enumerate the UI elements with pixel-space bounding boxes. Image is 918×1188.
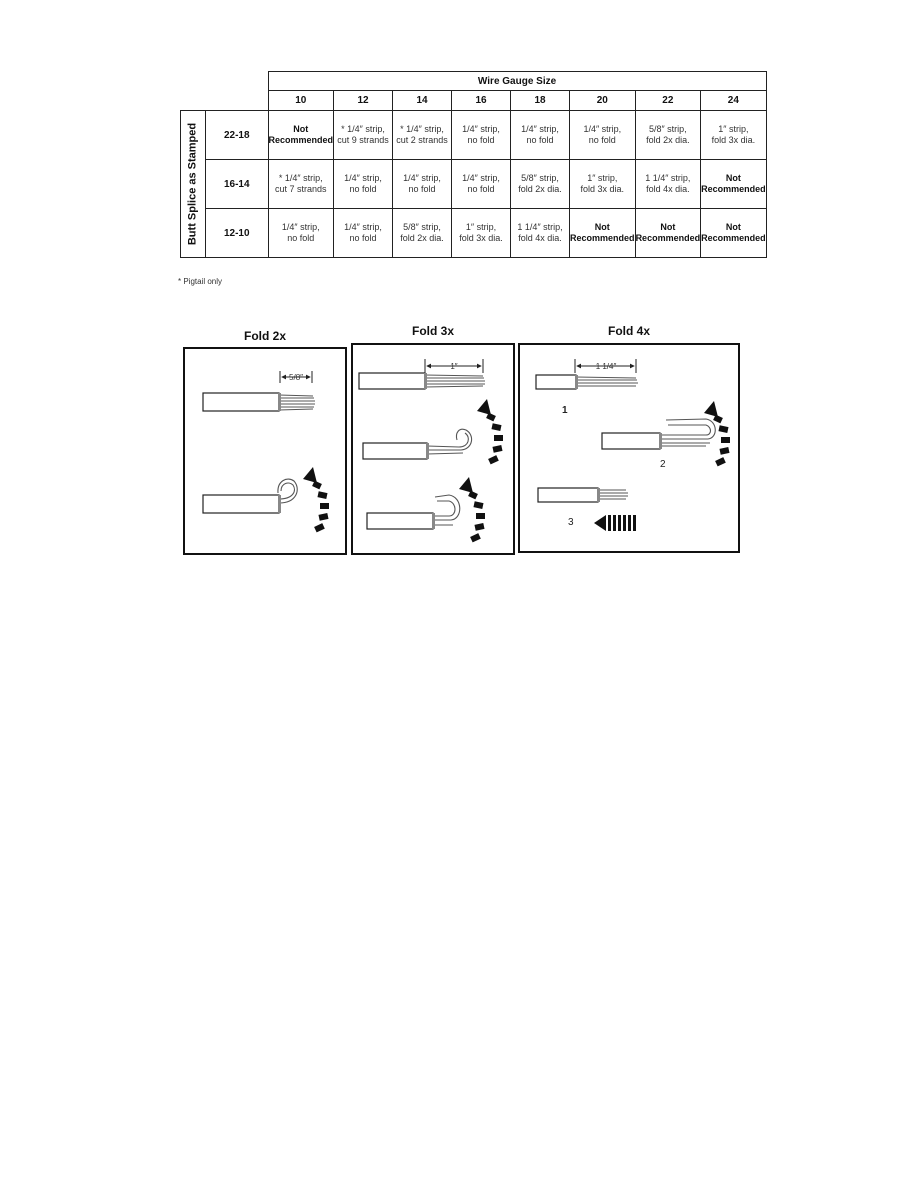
table-cell: 1/4″ strip, no fold (452, 160, 511, 209)
row-header: 22-18 (206, 111, 269, 160)
table-cell: * 1/4″ strip, cut 9 strands (334, 111, 393, 160)
table-cell: Not Recommended (635, 209, 701, 258)
table-cell: 1/4″ strip, no fold (570, 111, 636, 160)
gauge-column-header: 22 (635, 91, 701, 111)
gauge-column-header: 10 (268, 91, 334, 111)
fold-direction-arrow-icon (477, 399, 503, 464)
table-cell: 1 1/4″ strip, fold 4x dia. (635, 160, 701, 209)
fold-direction-arrow-icon (303, 467, 329, 532)
table-title: Wire Gauge Size (268, 72, 766, 91)
fold-4x-illustration (520, 345, 738, 551)
table-cell: 5/8″ strip, fold 2x dia. (393, 209, 452, 258)
footnote: * Pigtail only (178, 277, 223, 286)
table-cell: 1″ strip, fold 3x dia. (452, 209, 511, 258)
row-axis-header (181, 111, 206, 258)
row-header: 12-10 (206, 209, 269, 258)
fold-2x-illustration (185, 349, 345, 553)
table-cell: 5/8″ strip, fold 2x dia. (511, 160, 570, 209)
table-row (181, 111, 767, 160)
fold-4x-title: Fold 4x (607, 324, 650, 338)
table-cell: Not Recommended (701, 209, 767, 258)
push-direction-arrow-icon (594, 515, 636, 531)
step-number: 2 (660, 459, 666, 470)
fold-2x-dimension-label: 5/8″ (289, 373, 303, 382)
table-row (181, 209, 767, 258)
table-cell: 1/4″ strip, no fold (334, 209, 393, 258)
table-cell: 1/4″ strip, no fold (393, 160, 452, 209)
table-cell: 5/8″ strip, fold 2x dia. (635, 111, 701, 160)
step-number: 3 (568, 517, 574, 528)
step-number: 1 (562, 405, 568, 416)
fold-3x-panel (351, 343, 515, 555)
table-cell: * 1/4″ strip, cut 7 strands (268, 160, 334, 209)
table-row (181, 160, 767, 209)
table-cell: 1 1/4″ strip, fold 4x dia. (511, 209, 570, 258)
gauge-column-header: 18 (511, 91, 570, 111)
table-cell: Not Recommended (268, 111, 334, 160)
row-header: 16-14 (206, 160, 269, 209)
table-cell: 1″ strip, fold 3x dia. (701, 111, 767, 160)
fold-3x-illustration (353, 345, 513, 553)
fold-3x-title: Fold 3x (411, 324, 454, 338)
fold-4x-panel (518, 343, 740, 553)
fold-2x-panel (183, 347, 347, 555)
fold-2x-title: Fold 2x (243, 329, 286, 343)
gauge-column-header: 16 (452, 91, 511, 111)
table-cell: 1/4″ strip, no fold (268, 209, 334, 258)
fold-4x-dimension-label: 1 1/4″ (595, 362, 617, 371)
table-cell: Not Recommended (701, 160, 767, 209)
table-cell: 1″ strip, fold 3x dia. (570, 160, 636, 209)
wire-splice-table (180, 71, 767, 258)
gauge-column-header: 24 (701, 91, 767, 111)
gauge-column-header: 14 (393, 91, 452, 111)
table-cell: * 1/4″ strip, cut 2 strands (393, 111, 452, 160)
table-cell: Not Recommended (570, 209, 636, 258)
fold-3x-dimension-label: 1″ (450, 362, 458, 371)
fold-direction-arrow-icon (459, 477, 485, 542)
table-cell: 1/4″ strip, no fold (334, 160, 393, 209)
table-cell: 1/4″ strip, no fold (511, 111, 570, 160)
gauge-column-header: 20 (570, 91, 636, 111)
fold-direction-arrow-icon (704, 401, 730, 466)
gauge-column-header: 12 (334, 91, 393, 111)
row-axis-label: Butt Splice as Stamped (186, 122, 199, 246)
table-cell: 1/4″ strip, no fold (452, 111, 511, 160)
